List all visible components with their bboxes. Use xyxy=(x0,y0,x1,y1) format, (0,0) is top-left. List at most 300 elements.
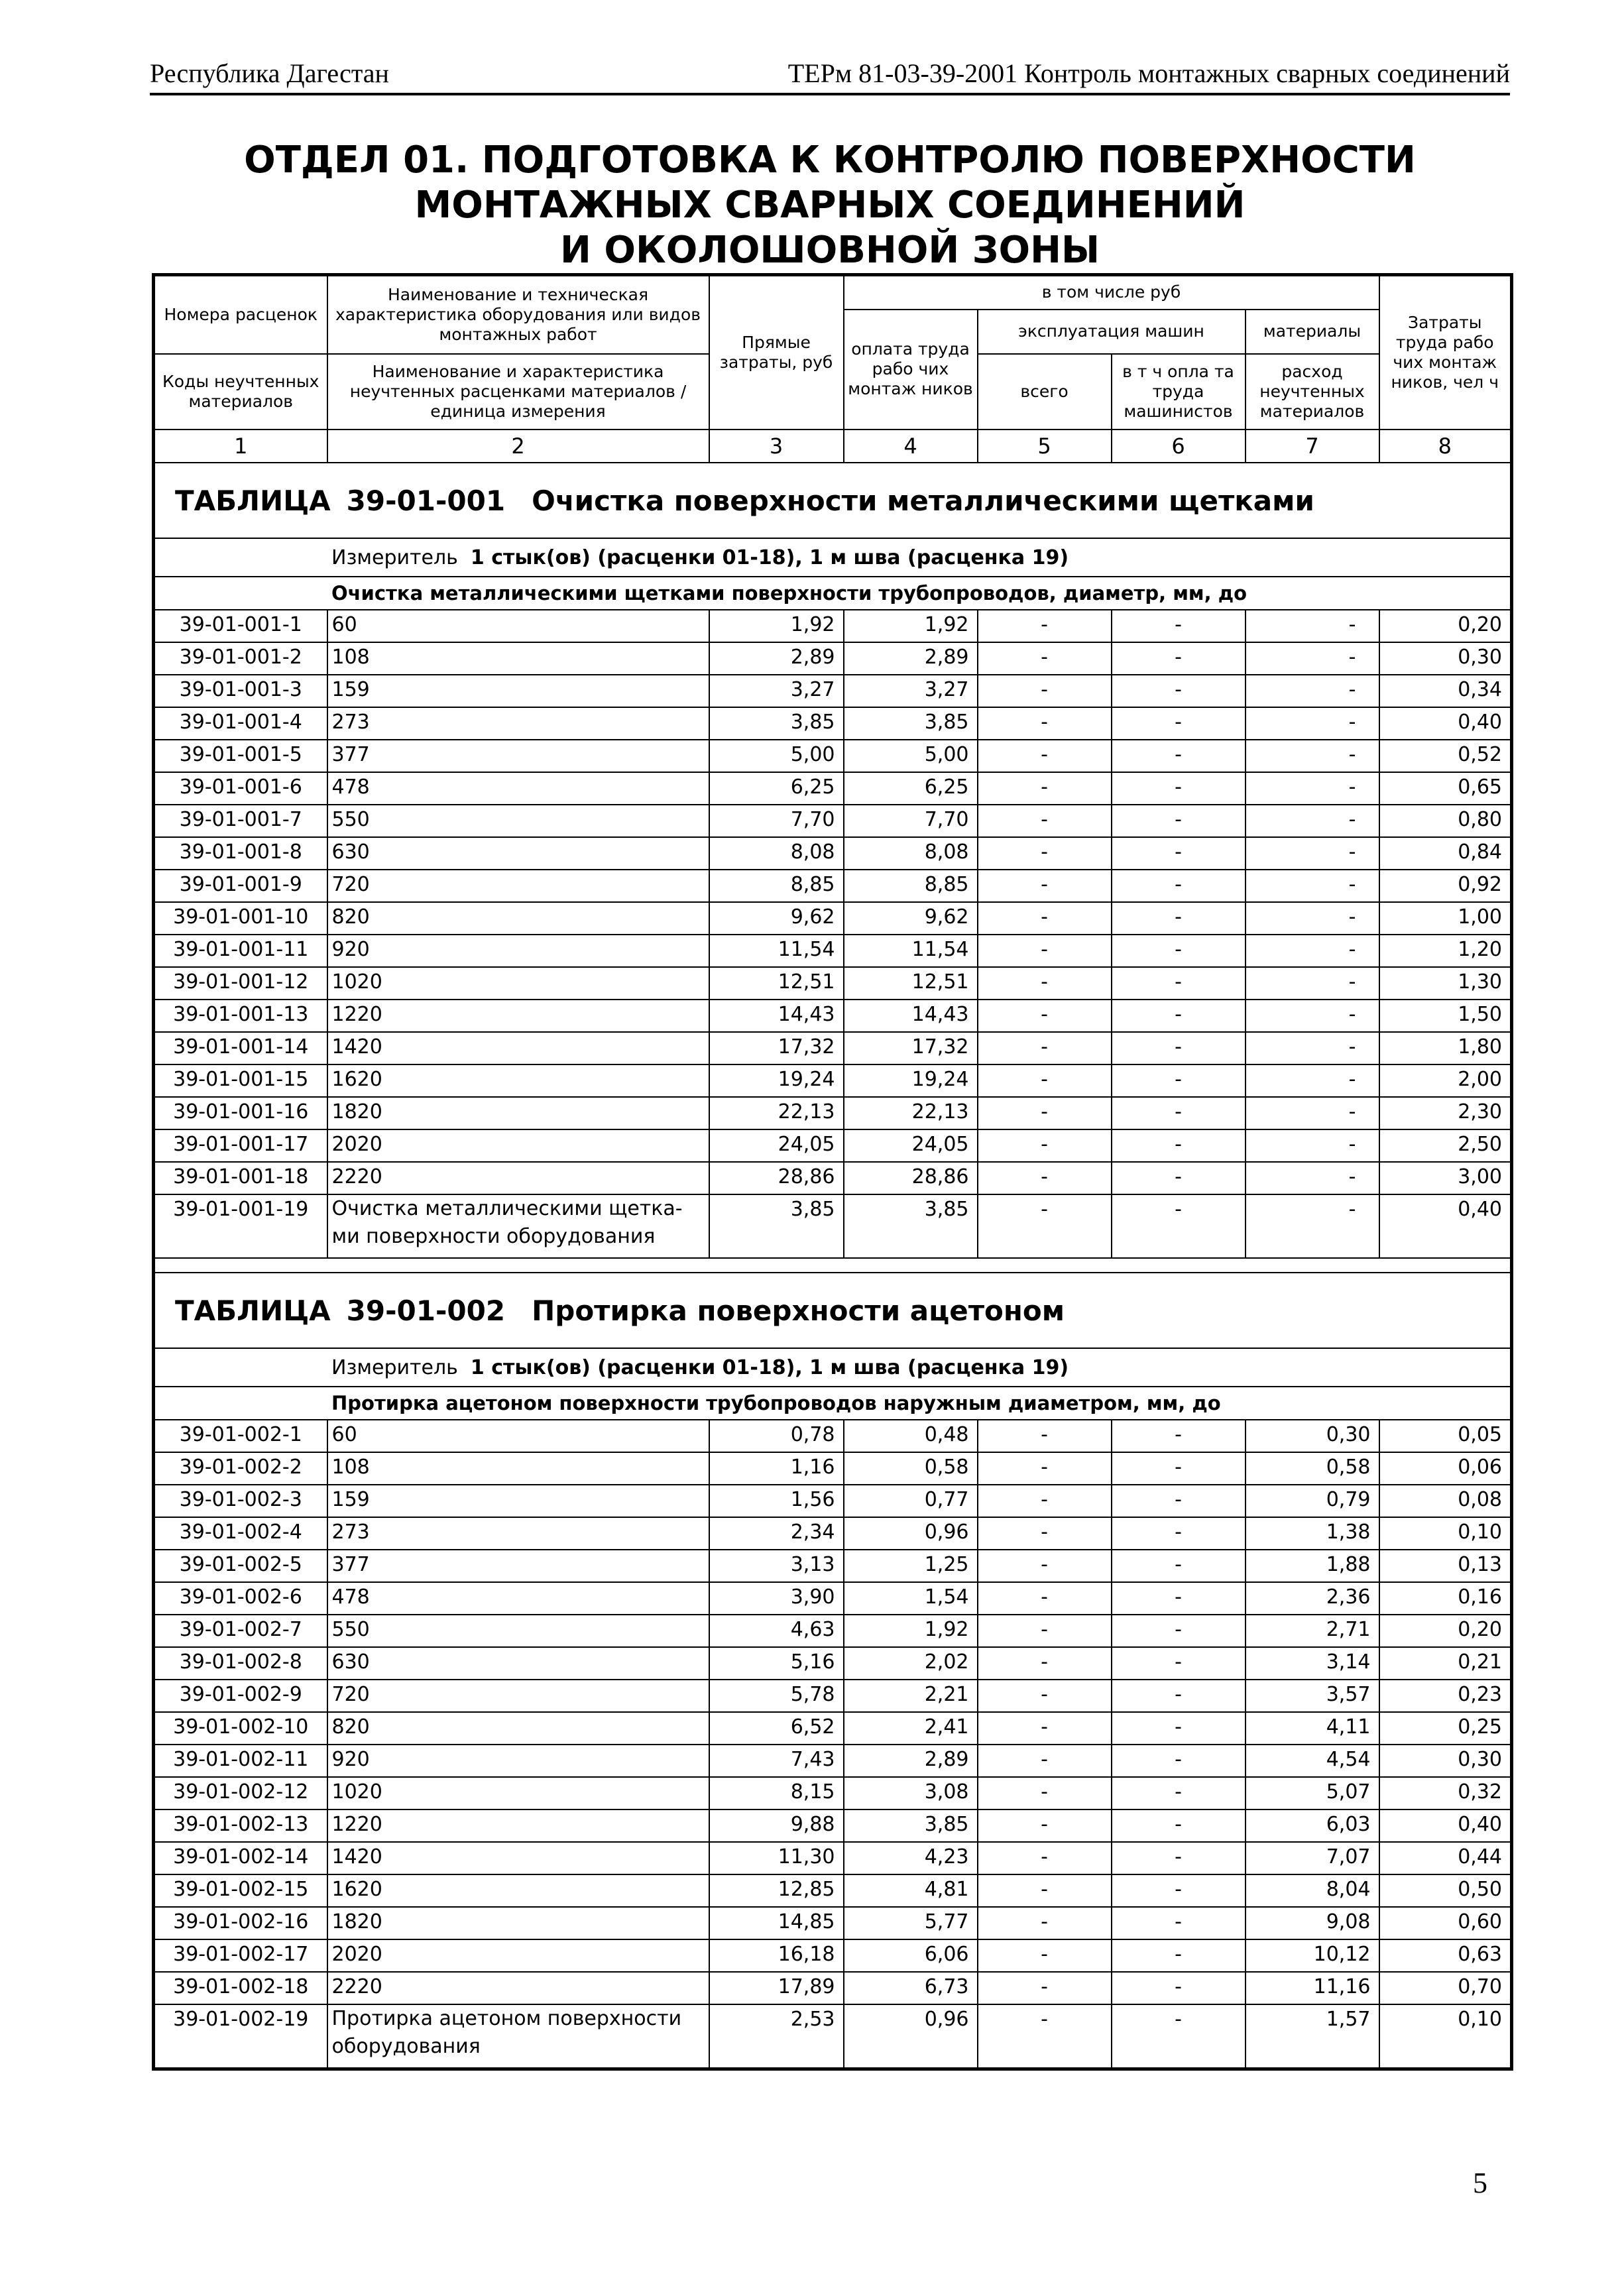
machinists-pay-cell: - xyxy=(1112,1420,1245,1452)
materials-cost-cell: - xyxy=(1245,610,1379,642)
labor-pay-cell: 4,23 xyxy=(844,1842,978,1874)
rate-code-cell: 39-01-002-13 xyxy=(154,1809,327,1842)
direct-cost-cell: 12,51 xyxy=(709,967,844,1000)
machines-total-cell: - xyxy=(978,1162,1112,1194)
item-name-cell: Протирка ацетоном поверхности оборудования xyxy=(327,2004,709,2069)
table-row xyxy=(154,1939,1512,1972)
machines-total-cell: - xyxy=(978,1550,1112,1582)
item-name-cell: 478 xyxy=(327,1582,709,1615)
direct-cost-cell: 8,15 xyxy=(709,1777,844,1809)
labor-hours-cell: 1,30 xyxy=(1379,967,1512,1000)
table-row xyxy=(154,1680,1512,1712)
table-row xyxy=(154,967,1512,1000)
labor-pay-cell: 1,54 xyxy=(844,1582,978,1615)
labor-pay-cell: 6,25 xyxy=(844,772,978,805)
direct-cost-cell: 11,54 xyxy=(709,935,844,967)
labor-hours-cell: 0,84 xyxy=(1379,837,1512,870)
machines-total-cell: - xyxy=(978,1842,1112,1874)
item-name-cell: 2220 xyxy=(327,1972,709,2004)
rate-code-cell: 39-01-001-7 xyxy=(154,805,327,837)
machines-total-cell: - xyxy=(978,1485,1112,1517)
table-row xyxy=(154,1615,1512,1647)
machinists-pay-cell: - xyxy=(1112,642,1245,675)
rate-code-cell: 39-01-001-10 xyxy=(154,902,327,935)
table-row xyxy=(154,1874,1512,1907)
table2-measure-label: Измеритель xyxy=(331,1355,458,1379)
labor-hours-cell: 0,23 xyxy=(1379,1680,1512,1712)
labor-pay-cell: 1,92 xyxy=(844,610,978,642)
item-name-cell: 2020 xyxy=(327,1939,709,1972)
labor-pay-cell: 3,08 xyxy=(844,1777,978,1809)
direct-cost-cell: 9,62 xyxy=(709,902,844,935)
labor-pay-cell: 3,85 xyxy=(844,707,978,740)
item-name-cell: 1020 xyxy=(327,1777,709,1809)
table-row xyxy=(154,870,1512,902)
machines-total-cell: - xyxy=(978,1680,1112,1712)
machinists-pay-cell: - xyxy=(1112,1032,1245,1064)
materials-cost-cell: 2,36 xyxy=(1245,1582,1379,1615)
machinists-pay-cell: - xyxy=(1112,1550,1245,1582)
machines-total-cell: - xyxy=(978,1000,1112,1032)
item-name-cell: 1820 xyxy=(327,1097,709,1129)
direct-cost-cell: 28,86 xyxy=(709,1162,844,1194)
rate-code-cell: 39-01-002-15 xyxy=(154,1874,327,1907)
machinists-pay-cell: - xyxy=(1112,935,1245,967)
table2-group-row xyxy=(154,1387,1512,1420)
labor-pay-cell: 0,48 xyxy=(844,1420,978,1452)
labor-pay-cell: 1,25 xyxy=(844,1550,978,1582)
table-row xyxy=(154,707,1512,740)
rate-code-cell: 39-01-001-17 xyxy=(154,1129,327,1162)
header-region: Республика Дагестан xyxy=(150,58,389,88)
machines-total-cell: - xyxy=(978,870,1112,902)
labor-hours-cell: 0,30 xyxy=(1379,1745,1512,1777)
item-name-cell: 377 xyxy=(327,1550,709,1582)
section-title xyxy=(150,138,1510,273)
direct-cost-cell: 2,53 xyxy=(709,2004,844,2069)
labor-hours-cell: 2,50 xyxy=(1379,1129,1512,1162)
labor-hours-cell: 0,06 xyxy=(1379,1452,1512,1485)
table2-label: ТАБЛИЦА xyxy=(175,1294,331,1327)
col1-bottom-header: Коды неучтенных материалов xyxy=(154,354,327,430)
direct-cost-cell: 7,70 xyxy=(709,805,844,837)
col-number: 1 xyxy=(154,430,327,463)
machinists-pay-cell: - xyxy=(1112,2004,1245,2069)
table-row xyxy=(154,1000,1512,1032)
table2-measure xyxy=(154,1348,1512,1387)
table-row xyxy=(154,1194,1512,1258)
labor-hours-cell: 0,32 xyxy=(1379,1777,1512,1809)
machines-total-cell: - xyxy=(978,642,1112,675)
item-name-cell: 60 xyxy=(327,610,709,642)
machinists-pay-cell: - xyxy=(1112,1162,1245,1194)
labor-pay-cell: 0,77 xyxy=(844,1485,978,1517)
labor-pay-cell: 2,89 xyxy=(844,1745,978,1777)
rate-code-cell: 39-01-002-1 xyxy=(154,1420,327,1452)
table1-label: ТАБЛИЦА xyxy=(175,484,331,517)
rate-code-cell: 39-01-002-11 xyxy=(154,1745,327,1777)
labor-hours-cell: 0,40 xyxy=(1379,707,1512,740)
labor-hours-cell: 0,20 xyxy=(1379,610,1512,642)
rate-code-cell: 39-01-002-6 xyxy=(154,1582,327,1615)
direct-cost-cell: 3,27 xyxy=(709,675,844,707)
direct-cost-cell: 8,85 xyxy=(709,870,844,902)
labor-pay-cell: 0,96 xyxy=(844,1517,978,1550)
materials-cost-cell: - xyxy=(1245,772,1379,805)
item-name-cell: 1820 xyxy=(327,1907,709,1939)
rate-code-cell: 39-01-002-17 xyxy=(154,1939,327,1972)
rate-code-cell: 39-01-002-7 xyxy=(154,1615,327,1647)
labor-hours-cell: 0,30 xyxy=(1379,642,1512,675)
labor-pay-cell: 11,54 xyxy=(844,935,978,967)
rate-code-cell: 39-01-002-19 xyxy=(154,2004,327,2069)
machinists-pay-cell: - xyxy=(1112,1907,1245,1939)
direct-cost-cell: 5,00 xyxy=(709,740,844,772)
machinists-pay-cell: - xyxy=(1112,1809,1245,1842)
table1-measure-label: Измеритель xyxy=(331,545,458,569)
labor-pay-cell: 4,81 xyxy=(844,1874,978,1907)
col7-header: расход неучтенных материалов xyxy=(1245,354,1379,430)
materials-cost-cell: - xyxy=(1245,935,1379,967)
machinists-pay-cell: - xyxy=(1112,1777,1245,1809)
item-name-cell: 1020 xyxy=(327,967,709,1000)
item-name-cell: 1420 xyxy=(327,1842,709,1874)
item-name-cell: 630 xyxy=(327,1647,709,1680)
machines-total-cell: - xyxy=(978,967,1112,1000)
labor-hours-cell: 0,40 xyxy=(1379,1809,1512,1842)
direct-cost-cell: 3,85 xyxy=(709,707,844,740)
machinists-pay-cell: - xyxy=(1112,1517,1245,1550)
direct-cost-cell: 19,24 xyxy=(709,1064,844,1097)
labor-pay-cell: 3,27 xyxy=(844,675,978,707)
direct-cost-cell: 17,32 xyxy=(709,1032,844,1064)
col6-header: в т ч опла та труда машинистов xyxy=(1112,354,1245,430)
direct-cost-cell: 1,16 xyxy=(709,1452,844,1485)
direct-cost-cell: 5,16 xyxy=(709,1647,844,1680)
materials-cost-cell: - xyxy=(1245,1000,1379,1032)
table2-measure-value: 1 стык(ов) (расценки 01-18), 1 м шва (расценка 19) xyxy=(470,1355,1069,1379)
labor-pay-cell: 8,08 xyxy=(844,837,978,870)
machinists-pay-cell: - xyxy=(1112,1647,1245,1680)
labor-hours-cell: 0,21 xyxy=(1379,1647,1512,1680)
table-row xyxy=(154,1842,1512,1874)
col-number: 3 xyxy=(709,430,844,463)
machines-total-cell: - xyxy=(978,805,1112,837)
materials-cost-cell: 9,08 xyxy=(1245,1907,1379,1939)
labor-hours-cell: 0,92 xyxy=(1379,870,1512,902)
machines-total-cell: - xyxy=(978,1874,1112,1907)
labor-hours-cell: 0,13 xyxy=(1379,1550,1512,1582)
item-name-cell: 2020 xyxy=(327,1129,709,1162)
table-row xyxy=(154,935,1512,967)
machinists-pay-cell: - xyxy=(1112,902,1245,935)
labor-pay-cell: 8,85 xyxy=(844,870,978,902)
labor-pay-cell: 9,62 xyxy=(844,902,978,935)
item-name-cell: 273 xyxy=(327,707,709,740)
labor-pay-cell: 5,77 xyxy=(844,1907,978,1939)
machines-total-cell: - xyxy=(978,1615,1112,1647)
labor-pay-cell: 3,85 xyxy=(844,1194,978,1258)
rate-code-cell: 39-01-001-11 xyxy=(154,935,327,967)
materials-cost-cell: - xyxy=(1245,1064,1379,1097)
table-row xyxy=(154,1745,1512,1777)
machinists-pay-cell: - xyxy=(1112,1972,1245,2004)
table2-code: 39-01-002 xyxy=(346,1294,506,1327)
item-name-cell: 159 xyxy=(327,675,709,707)
table2-title-text: Протирка поверхности ацетоном xyxy=(532,1294,1065,1327)
labor-hours-cell: 0,25 xyxy=(1379,1712,1512,1745)
table-row xyxy=(154,1582,1512,1615)
item-name-cell: 820 xyxy=(327,902,709,935)
materials-cost-cell: 3,57 xyxy=(1245,1680,1379,1712)
machinists-pay-cell: - xyxy=(1112,707,1245,740)
col-number: 6 xyxy=(1112,430,1245,463)
table1-group-heading: Очистка металлическими щетками поверхности трубопроводов, диаметр, мм, до xyxy=(154,577,1512,610)
direct-cost-cell: 8,08 xyxy=(709,837,844,870)
col2-top-header: Наименование и техническая характеристика оборудования или видов монтажных работ xyxy=(327,275,709,355)
header-document-title: ТЕРм 81-03-39-2001 Контроль монтажных сварных соединений xyxy=(787,58,1510,88)
rate-code-cell: 39-01-002-9 xyxy=(154,1680,327,1712)
col-number: 2 xyxy=(327,430,709,463)
item-name-cell: 1220 xyxy=(327,1000,709,1032)
machines-total-cell: - xyxy=(978,1907,1112,1939)
direct-cost-cell: 6,25 xyxy=(709,772,844,805)
materials-cost-cell: - xyxy=(1245,1097,1379,1129)
rate-code-cell: 39-01-001-19 xyxy=(154,1194,327,1258)
labor-hours-cell: 0,60 xyxy=(1379,1907,1512,1939)
labor-pay-cell: 0,58 xyxy=(844,1452,978,1485)
materials-cost-cell: - xyxy=(1245,1032,1379,1064)
labor-hours-cell: 0,52 xyxy=(1379,740,1512,772)
direct-cost-cell: 5,78 xyxy=(709,1680,844,1712)
machines-total-cell: - xyxy=(978,1452,1112,1485)
labor-hours-cell: 0,08 xyxy=(1379,1485,1512,1517)
section-title-line-1: ОТДЕЛ 01. ПОДГОТОВКА К КОНТРОЛЮ ПОВЕРХНОСТИ xyxy=(244,139,1416,182)
materials-cost-cell: - xyxy=(1245,967,1379,1000)
rates-table xyxy=(152,273,1513,2071)
rate-code-cell: 39-01-001-6 xyxy=(154,772,327,805)
table-row xyxy=(154,675,1512,707)
direct-cost-cell: 22,13 xyxy=(709,1097,844,1129)
machines-total-cell: - xyxy=(978,610,1112,642)
table1-measure-row xyxy=(154,538,1512,577)
labor-pay-cell: 17,32 xyxy=(844,1032,978,1064)
rate-code-cell: 39-01-001-1 xyxy=(154,610,327,642)
item-name-cell: 1620 xyxy=(327,1064,709,1097)
materials-cost-cell: 1,38 xyxy=(1245,1517,1379,1550)
labor-hours-cell: 1,20 xyxy=(1379,935,1512,967)
table-row xyxy=(154,837,1512,870)
table-row xyxy=(154,2004,1512,2069)
rate-code-cell: 39-01-001-14 xyxy=(154,1032,327,1064)
table1-group-row xyxy=(154,577,1512,610)
table2-measure-row xyxy=(154,1348,1512,1387)
machines-total-cell: - xyxy=(978,1809,1112,1842)
direct-cost-cell: 6,52 xyxy=(709,1712,844,1745)
machinists-pay-cell: - xyxy=(1112,1680,1245,1712)
incl-header: в том числе руб xyxy=(844,275,1379,310)
item-name-cell: 159 xyxy=(327,1485,709,1517)
machinists-pay-cell: - xyxy=(1112,1000,1245,1032)
machinists-pay-cell: - xyxy=(1112,610,1245,642)
machines-total-cell: - xyxy=(978,935,1112,967)
table-row xyxy=(154,805,1512,837)
machines-total-cell: - xyxy=(978,837,1112,870)
labor-pay-cell: 5,00 xyxy=(844,740,978,772)
table1-code: 39-01-001 xyxy=(346,484,506,517)
machinists-pay-cell: - xyxy=(1112,675,1245,707)
rate-code-cell: 39-01-002-5 xyxy=(154,1550,327,1582)
table-row xyxy=(154,1129,1512,1162)
rate-code-cell: 39-01-002-2 xyxy=(154,1452,327,1485)
machinists-pay-cell: - xyxy=(1112,1939,1245,1972)
direct-cost-cell: 2,34 xyxy=(709,1517,844,1550)
machinists-pay-cell: - xyxy=(1112,967,1245,1000)
item-name-cell: 60 xyxy=(327,1420,709,1452)
labor-pay-cell: 6,06 xyxy=(844,1939,978,1972)
labor-pay-cell: 12,51 xyxy=(844,967,978,1000)
item-name-cell: 1220 xyxy=(327,1809,709,1842)
labor-hours-cell: 0,50 xyxy=(1379,1874,1512,1907)
col2-bottom-header: Наименование и характеристика неучтенных расценками материалов / единица измерения xyxy=(327,354,709,430)
machines-total-cell: - xyxy=(978,1582,1112,1615)
materials-cost-cell: 5,07 xyxy=(1245,1777,1379,1809)
table1-title-text: Очистка поверхности металлическими щетками xyxy=(532,484,1314,517)
direct-cost-cell: 16,18 xyxy=(709,1939,844,1972)
table-row xyxy=(154,902,1512,935)
materials-cost-cell: 10,12 xyxy=(1245,1939,1379,1972)
rate-code-cell: 39-01-001-2 xyxy=(154,642,327,675)
machines-total-cell: - xyxy=(978,740,1112,772)
direct-cost-cell: 17,89 xyxy=(709,1972,844,2004)
direct-cost-cell: 3,85 xyxy=(709,1194,844,1258)
labor-hours-cell: 0,70 xyxy=(1379,1972,1512,2004)
labor-hours-cell: 0,05 xyxy=(1379,1420,1512,1452)
rate-code-cell: 39-01-001-16 xyxy=(154,1097,327,1129)
item-name-cell: 720 xyxy=(327,870,709,902)
item-name-cell: 377 xyxy=(327,740,709,772)
rate-code-cell: 39-01-001-15 xyxy=(154,1064,327,1097)
col1-top-header: Номера расценок xyxy=(154,275,327,355)
machines-total-cell: - xyxy=(978,1032,1112,1064)
machines-total-cell: - xyxy=(978,902,1112,935)
table-row xyxy=(154,1972,1512,2004)
labor-hours-cell: 0,10 xyxy=(1379,2004,1512,2069)
section-title-line-2: МОНТАЖНЫХ СВАРНЫХ СОЕДИНЕНИЙ xyxy=(414,184,1245,227)
table-row xyxy=(154,642,1512,675)
item-name-cell: 478 xyxy=(327,772,709,805)
materials-cost-cell: 1,57 xyxy=(1245,2004,1379,2069)
machines-total-cell: - xyxy=(978,1129,1112,1162)
machines-total-cell: - xyxy=(978,1647,1112,1680)
direct-cost-cell: 0,78 xyxy=(709,1420,844,1452)
materials-cost-cell: 8,04 xyxy=(1245,1874,1379,1907)
item-name-cell: 2220 xyxy=(327,1162,709,1194)
item-name-cell: 550 xyxy=(327,1615,709,1647)
machinists-pay-cell: - xyxy=(1112,1615,1245,1647)
labor-pay-cell: 7,70 xyxy=(844,805,978,837)
direct-cost-cell: 7,43 xyxy=(709,1745,844,1777)
labor-hours-cell: 0,16 xyxy=(1379,1582,1512,1615)
materials-cost-cell: 2,71 xyxy=(1245,1615,1379,1647)
materials-cost-cell: - xyxy=(1245,902,1379,935)
materials-cost-cell: 4,11 xyxy=(1245,1712,1379,1745)
table-row xyxy=(154,1777,1512,1809)
machinists-pay-cell: - xyxy=(1112,1582,1245,1615)
materials-cost-cell: 0,58 xyxy=(1245,1452,1379,1485)
rate-code-cell: 39-01-002-10 xyxy=(154,1712,327,1745)
machinists-pay-cell: - xyxy=(1112,1485,1245,1517)
direct-cost-cell: 2,89 xyxy=(709,642,844,675)
labor-hours-cell: 2,30 xyxy=(1379,1097,1512,1129)
item-name-cell: 550 xyxy=(327,805,709,837)
labor-pay-cell: 19,24 xyxy=(844,1064,978,1097)
table-row xyxy=(154,1485,1512,1517)
direct-cost-cell: 14,85 xyxy=(709,1907,844,1939)
direct-cost-cell: 24,05 xyxy=(709,1129,844,1162)
table1-body xyxy=(154,463,1512,1258)
machinists-pay-cell: - xyxy=(1112,1097,1245,1129)
machinists-pay-cell: - xyxy=(1112,1194,1245,1258)
col8-header: Затраты труда рабо чих монтаж ников, чел ч xyxy=(1379,275,1512,430)
labor-pay-cell: 2,21 xyxy=(844,1680,978,1712)
item-name-cell: Очистка металлическими щетка-ми поверхности оборудования xyxy=(327,1194,709,1258)
labor-hours-cell: 0,20 xyxy=(1379,1615,1512,1647)
rate-code-cell: 39-01-002-3 xyxy=(154,1485,327,1517)
materials-cost-cell: 4,54 xyxy=(1245,1745,1379,1777)
column-number-row xyxy=(154,430,1512,463)
rate-code-cell: 39-01-001-8 xyxy=(154,837,327,870)
labor-hours-cell: 0,80 xyxy=(1379,805,1512,837)
direct-cost-cell: 9,88 xyxy=(709,1809,844,1842)
machines-total-cell: - xyxy=(978,1939,1112,1972)
machinists-pay-cell: - xyxy=(1112,1452,1245,1485)
rate-code-cell: 39-01-001-9 xyxy=(154,870,327,902)
table-row xyxy=(154,1420,1512,1452)
labor-pay-cell: 3,85 xyxy=(844,1809,978,1842)
rate-code-cell: 39-01-001-12 xyxy=(154,967,327,1000)
machines-total-cell: - xyxy=(978,1777,1112,1809)
table2-title xyxy=(154,1273,1512,1348)
labor-pay-cell: 24,05 xyxy=(844,1129,978,1162)
machinists-pay-cell: - xyxy=(1112,740,1245,772)
materials-cost-cell: 11,16 xyxy=(1245,1972,1379,2004)
table2-title-row xyxy=(154,1273,1512,1348)
direct-cost-cell: 3,13 xyxy=(709,1550,844,1582)
labor-pay-cell: 28,86 xyxy=(844,1162,978,1194)
table2-body xyxy=(154,1258,1512,2069)
labor-hours-cell: 1,50 xyxy=(1379,1000,1512,1032)
machines-total-cell: - xyxy=(978,1972,1112,2004)
table-row xyxy=(154,1550,1512,1582)
labor-pay-cell: 2,89 xyxy=(844,642,978,675)
machinists-pay-cell: - xyxy=(1112,837,1245,870)
table-row xyxy=(154,610,1512,642)
col-number: 7 xyxy=(1245,430,1379,463)
rate-code-cell: 39-01-002-18 xyxy=(154,1972,327,2004)
labor-hours-cell: 0,65 xyxy=(1379,772,1512,805)
item-name-cell: 920 xyxy=(327,1745,709,1777)
materials-cost-cell: 3,14 xyxy=(1245,1647,1379,1680)
machinists-pay-cell: - xyxy=(1112,805,1245,837)
materials-cost-cell: - xyxy=(1245,1194,1379,1258)
materials-cost-cell: - xyxy=(1245,1129,1379,1162)
col3-header: Прямые затраты, руб xyxy=(709,275,844,430)
machinists-pay-cell: - xyxy=(1112,1712,1245,1745)
labor-hours-cell: 1,00 xyxy=(1379,902,1512,935)
table-row xyxy=(154,1452,1512,1485)
direct-cost-cell: 1,92 xyxy=(709,610,844,642)
